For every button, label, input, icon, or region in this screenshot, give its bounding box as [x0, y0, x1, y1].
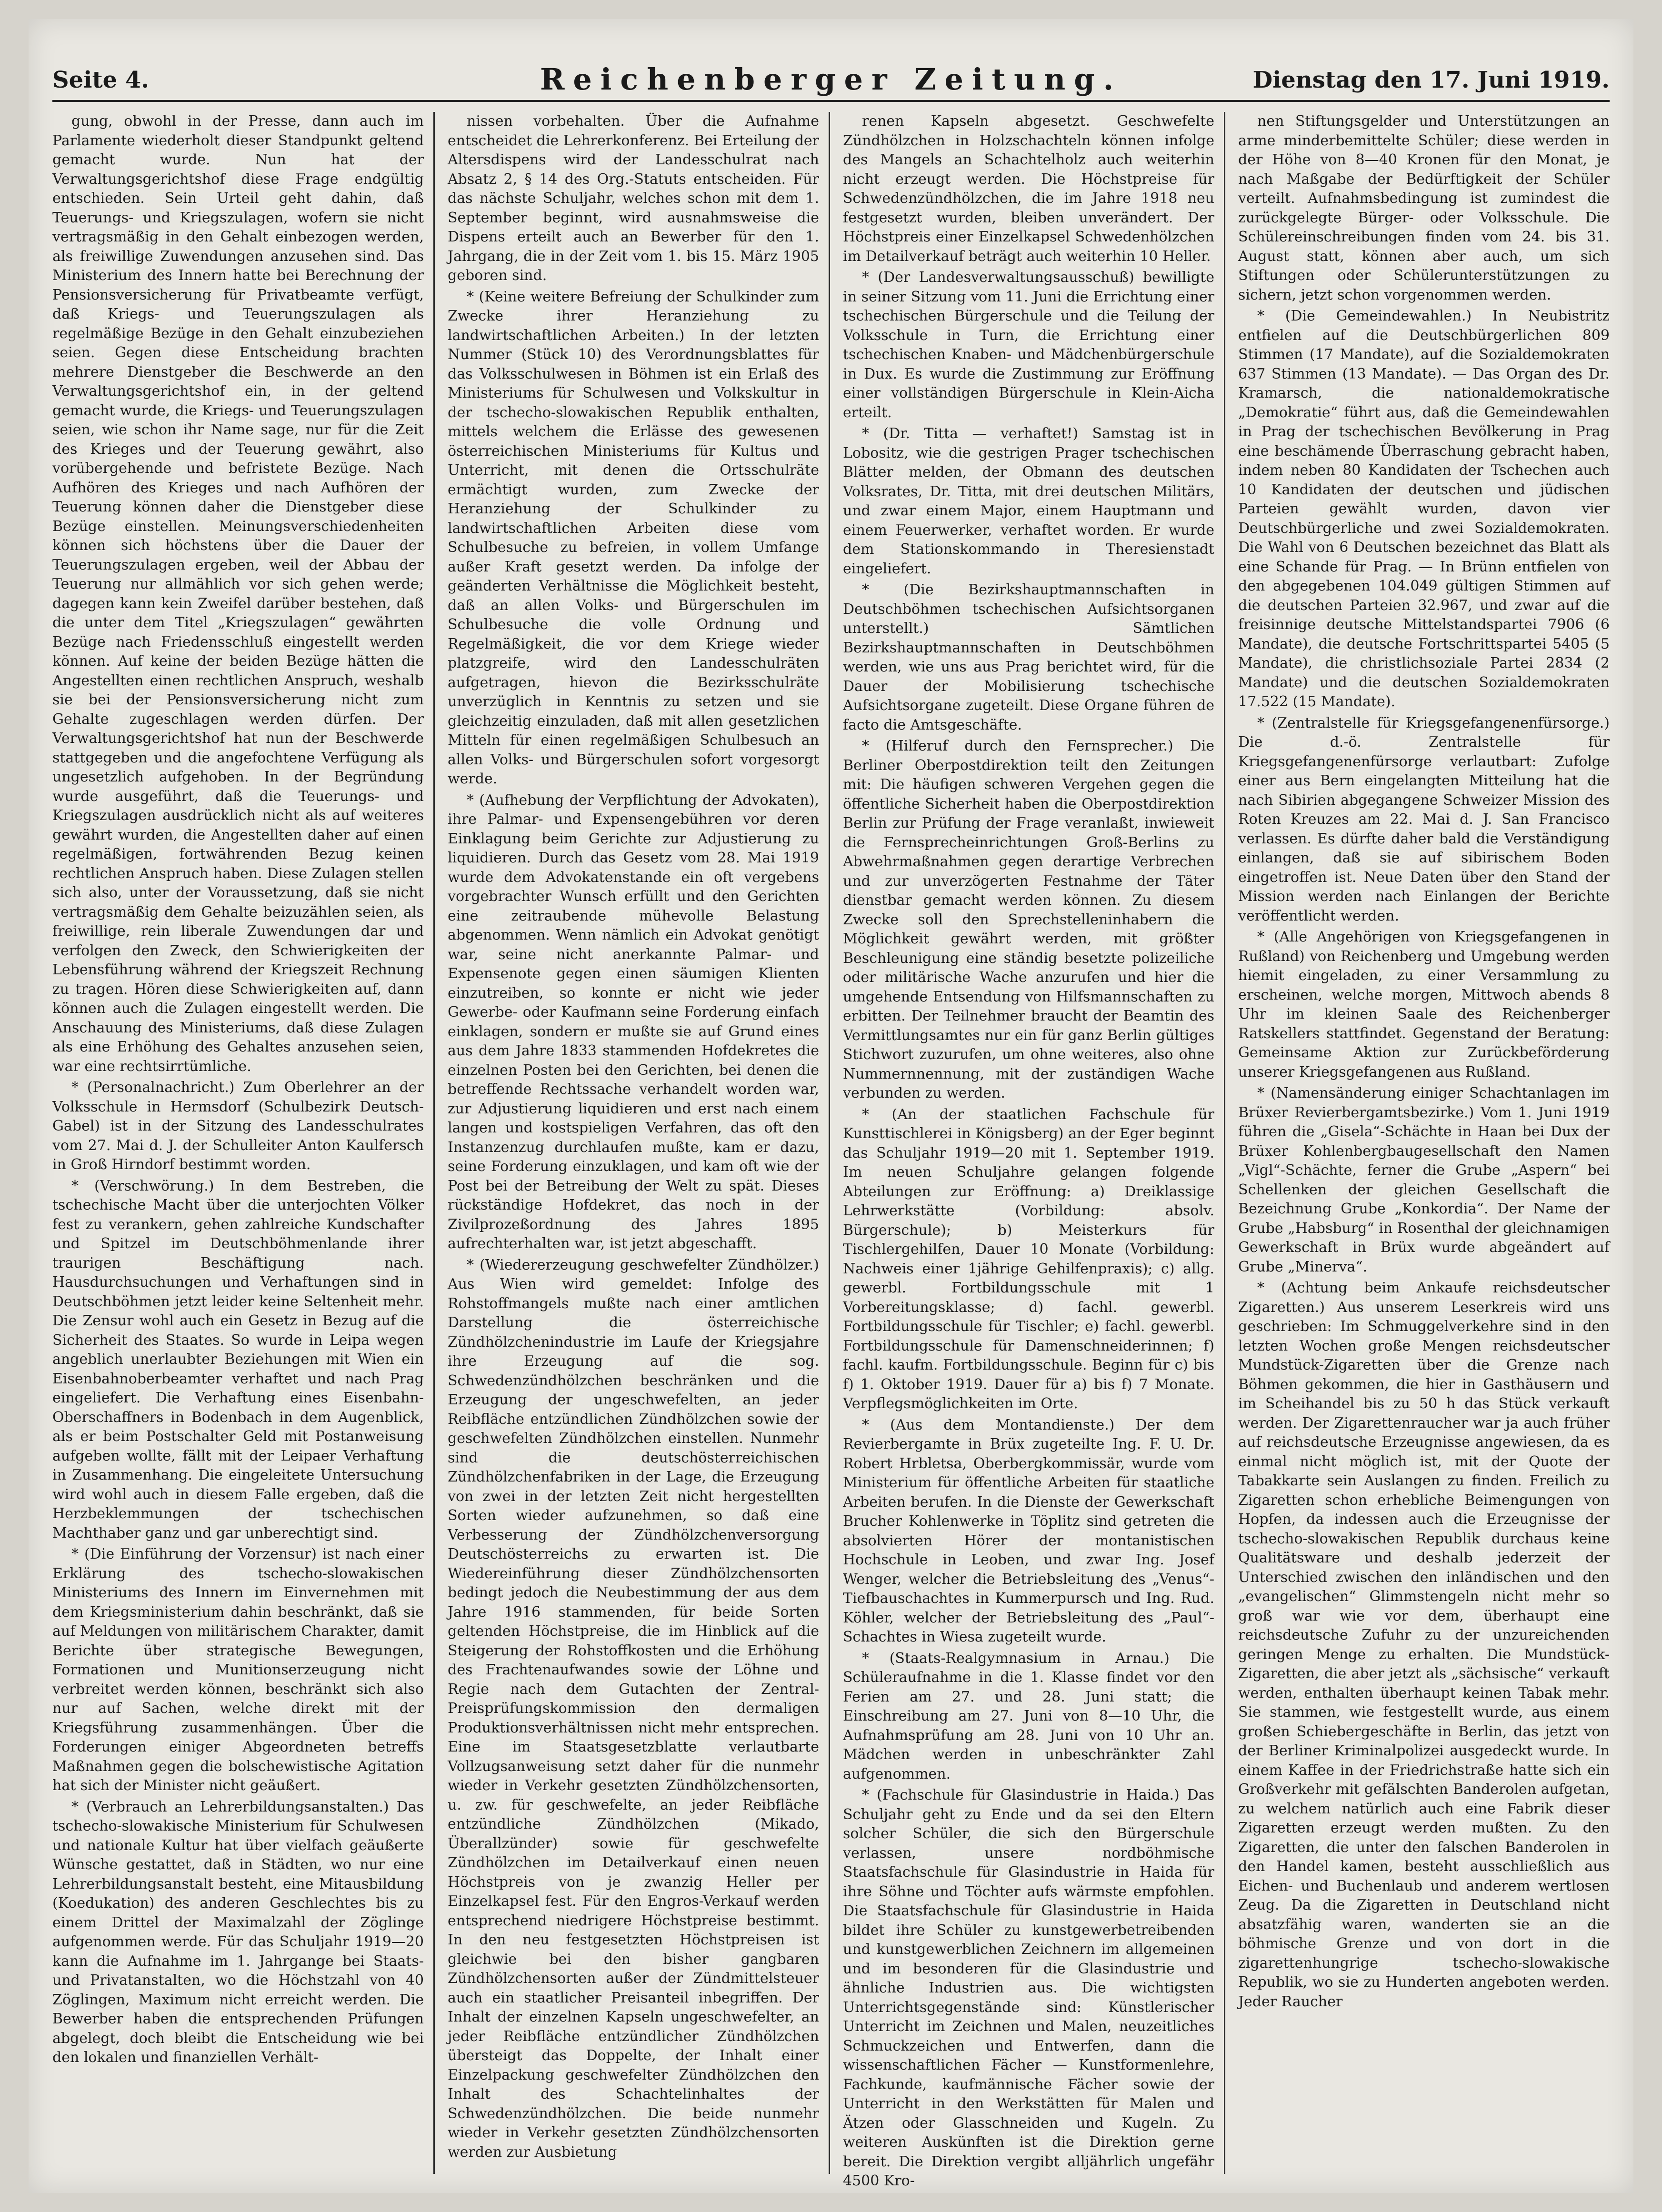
issue-date: Dienstag den 17. Juni 1919. [1252, 67, 1610, 93]
article-paragraph: * (An der staatlichen Fachschule für Kunsttischlerei in Königsberg) an der Eger beginnt das Schuljahr 1919—20 mit 1. September 1919. Im neuen Schuljahre gelangen folgende Abteilungen zur Eröffnung: a) Dreiklassige Lehrwerkstätte (Vorbildung: absolv. Bürgerschule); b) Meisterkurs für Tischlergehilfen, Dauer 10 Monate (Vorbildung: Nachweis einer 1jährige Gehilfenpraxis); c) allg. gewerbl. Fortbildungsschule mit 1 Vorbereitungsklasse; d) fachl. gewerbl. Fortbildungsschule für Tischler; e) fachl. gewerbl. Fortbildungsschule für Damenschneiderinnen; f) fachl. kaufm. Fortbildungsschule. Beginn für c) bis f) 1. Oktober 1919. Dauer für a) bis f) 7 Monate. Verpflegsmöglichkeiten im Orte. [843, 1106, 1214, 1412]
article-paragraph: * (Namensänderung einiger Schachtanlagen im Brüxer Revierbergamtsbezirke.) Vom 1. Juni 1919 führen die „Gisela“-Schächte in Haan bei Dux der Brüxer Kohlenbergbaugesellschaft den Namen „Vigl“-Schächte, ferner die Grube „Aspern“ bei Schellenken der gleichen Gesellschaft die Bezeichnung Grube „Konkordia“. Der Name der Grube „Habsburg“ in Rosenthal der gleichnamigen Gewerkschaft in Brüx wurde abgeändert auf Grube „Minerva“. [1238, 1085, 1610, 1275]
column-divider [433, 112, 435, 2174]
article-paragraph: * (Personalnachricht.) Zum Oberlehrer an der Volksschule in Hermsdorf (Schulbezirk Deutsch-Gabel) ist in der Sitzung des Landesschulrates vom 27. Mai d. J. der Schulleiter Anton Kaulfersch in Groß Hirndorf bestimmt worden. [52, 1079, 424, 1173]
article-paragraph: * (Staats-Realgymnasium in Arnau.) Die Schüleraufnahme in die 1. Klasse findet vor den Ferien am 27. und 28. Juni statt; die Einschreibung am 27. Juni von 8—10 Uhr, die Aufnahmsprüfung am 28. Juni von 10 Uhr an. Mädchen werden in unbeschränkter Zahl aufgenommen. [843, 1650, 1214, 1782]
column-divider [829, 112, 830, 2174]
article-paragraph: * (Fachschule für Glasindustrie in Haida.) Das Schuljahr geht zu Ende und da sei den Eltern solcher Schüler, die sich den Bürgerschule verlassen, unsere nordböhmische Staatsfachschule für Glasindustrie in Haida für ihre Söhne und Töchter aufs wärmste empfohlen. Die Staatsfachschule für Glasindustrie in Haida bildet ihre Schüler zu kunstgewerbetreibenden und kunstgewerblichen Zeichnern im allgemeinen und im besonderen für die Glasindustrie und ähnliche Industrien aus. Die wichtigsten Unterrichtsgegenstände sind: Künstlerischer Unterricht im Zeichnen und Malen, neuzeitliches Schmuckzeichen und Entwerfen, dann die wissenschaftlichen Fächer — Kunstformenlehre, Fachkunde, kaufmännische Fächer sowie der Unterricht in den Werkstätten für Malen und Ätzen oder Glasschneiden und Kugeln. Zu weiteren Auskünften ist die Direktion gerne bereit. Die Direktion vergibt alljährlich ungefähr 4500 Kro- [843, 1787, 1214, 2189]
article-paragraph: * (Hilferuf durch den Fernsprecher.) Die Berliner Oberpostdirektion teilt den Zeitungen mit: Die häufigen schweren Vergehen gegen die öffentliche Sicherheit haben die Oberpostdirektion Berlin zur Prüfung der Frage veranlaßt, inwieweit die Fernsprecheinrichtungen Groß-Berlins zu Abwehrmaßnahmen gegen derartige Verbrechen und zur unverzögerten Festnahme der Täter dienstbar gemacht werden können. Zu diesem Zwecke soll den Sprechstelleninhabern die Möglichkeit gewährt werden, mit größter Beschleunigung eine ständig besetzte polizeiliche oder militärische Wache anzurufen und hier die umgehende Entsendung von Hilfsmannschaften zu erbitten. Der Teilnehmer braucht der Beamtin des Vermittlungsamtes nur ein für ganz Berlin gültiges Stichwort zuzurufen, um ohne weiteres, also ohne Nummernnennung, mit der zuständigen Wache verbunden zu werden. [843, 738, 1214, 1101]
page-header [52, 62, 1610, 102]
column-divider [1224, 112, 1225, 2174]
article-paragraph: * (Verschwörung.) In dem Bestreben, die tschechische Macht über die unterjochten Völker fest zu verankern, gehen zahlreiche Kundschafter und Spitzel im Deutschböhmenlande ihrer traurigen Beschäftigung nach. Hausdurchsuchungen und Verhaftungen sind in Deutschböhmen jetzt leider keine Seltenheit mehr. Die Zensur wohl auch ein Gesetz in Bezug auf die Sicherheit des Staates. So wurde in Leipa wegen angeblich unerlaubter Beziehungen mit Wien ein Eisenbahnoberbeamter verhaftet und nach Prag eingeliefert. Die Verhaftung eines Eisenbahn-Oberschaffners in Bodenbach in dem Augenblick, als er beim Postschalter Geld mit Postanweisung aufgeben wollte, fällt mit der Leipaer Verhaftung in Zusammenhang. Die eingeleitete Untersuchung wird wohl auch in diesem Falle ergeben, daß die Herzbeklemmungen der tschechischen Machthaber ganz und gar unberechtigt sind. [52, 1177, 424, 1541]
article-paragraph: * (Zentralstelle für Kriegsgefangenenfürsorge.) Die d.-ö. Zentralstelle für Kriegsgefangenenfürsorge verlautbart: Zufolge einer aus Bern eingelangten Mitteilung hat die nach Sibirien abgegangene Schweizer Mission des Roten Kreuzes am 22. Mai d. J. San Francisco verlassen. Es dürfte daher bald die Verständigung einlangen, daß sie auf sibirischem Boden eingetroffen ist. Neue Daten über den Stand der Mission werden nach Einlangen der Berichte veröffentlicht werden. [1238, 714, 1610, 924]
article-paragraph: * (Dr. Titta — verhaftet!) Samstag ist in Lobositz, wie die gestrigen Prager tschechischen Blätter melden, der Obmann des deutschen Volksrates, Dr. Titta, mit drei deutschen Militärs, und zwar einem Major, einem Hauptmann und einem Feuerwerker, verhaftet worden. Er wurde dem Stationskommando in Theresienstadt eingeliefert. [843, 425, 1214, 577]
article-paragraph: * (Der Landesverwaltungsausschuß) bewilligte in seiner Sitzung vom 11. Juni die Errichtung einer tschechischen Bürgerschule und die Teilung der Volksschule in Turn, die Errichtung einer tschechischen Knaben- und Mädchenbürgerschule in Dux. Es wurde die Zustimmung zur Eröffnung einer vollständigen Bürgerschule in Klein-Aicha erteilt. [843, 269, 1214, 421]
column-4 [1238, 112, 1610, 2174]
article-paragraph: renen Kapseln abgesetzt. Geschwefelte Zündhölzchen in Holzschachteln können infolge des Mangels an Schachtelholz auch weiterhin nicht erzeugt werden. Die Höchstpreise für Schwedenzündhölzchen, die im Jahre 1918 neu festgesetzt wurden, bleiben unverändert. Der Höchstpreis einer Einzelkapsel Schwedenhölzchen im Detailverkauf beträgt auch weiterhin 10 Heller. [843, 113, 1214, 265]
article-paragraph: * (Die Einführung der Vorzensur) ist nach einer Erklärung des tschecho-slowakischen Ministeriums des Innern im Einvernehmen mit dem Kriegsministerium dahin beschränkt, daß sie auf Meldungen von militärischem Charakter, damit Berichte über strategische Bewegungen, Formationen und Munitionserzeugung nicht verbreitet werden können, beschränkt sich also nur auf Sachen, welche direkt mit der Kriegsführung zusammenhängen. Über die Forderungen einiger Abgeordneten betreffs Maßnahmen gegen die bolschewistische Agitation hat sich der Minister nicht geäußert. [52, 1546, 424, 1794]
article-paragraph: * (Aufhebung der Verpflichtung der Advokaten), ihre Palmar- und Expensengebühren vor deren Einklagung beim Gerichte zur Adjustierung zu liquidieren. Durch das Gesetz vom 28. Mai 1919 wurde dem Advokatenstande ein oft vergebens vorgebrachter Wunsch erfüllt und den Gerichten eine zeitraubende mühevolle Belastung abgenommen. Wenn nämlich ein Advokat genötigt war, seine nicht anerkannte Palmar- und Expensenote gegen einen säumigen Klienten einzutreiben, so konnte er nicht wie jeder Gewerbe- oder Kaufmann seine Forderung einfach einklagen, sondern er mußte sie auf Grund eines aus dem Jahre 1833 stammenden Hofdekretes die einzelnen Posten bei den Gerichten, bei denen die betreffende Rechtssache verhandelt worden war, zur Adjustierung liquidieren und erst nach einem langen und kostspieligen Verfahren, das oft den Instanzenzug durchlaufen mußte, kam er dazu, seine Forderung einzuklagen, und kam oft wie der Post bei der Betreibung der Welt zu spät. Dieses rückständige Hofdekret, das noch in der Zivilprozeßordnung des Jahres 1895 aufrechterhalten war, ist jetzt abgeschafft. [448, 791, 819, 1252]
article-columns [52, 112, 1610, 2189]
article-paragraph: * (Verbrauch an Lehrerbildungsanstalten.) Das tschecho-slowakische Ministerium für Schulwesen und nationale Kultur hat über vielfach geäußerte Wünsche gestattet, daß in Städten, wo nur eine Lehrerbildungsanstalt besteht, eine Mitausbildung (Koedukation) des anderen Geschlechtes bis zu einem Drittel der Maximalzahl der Zöglinge aufgenommen werde. Für das Schuljahr 1919—20 kann die Aufnahme im 1. Jahrgange bei Staats- und Privatanstalten, wo die Höchstzahl von 40 Zöglingen, Maximum nicht erreicht werden. Die Bewerber haben die entsprechenden Prüfungen abgelegt, doch bleibt die Entscheidung wie bei den lokalen und finanziellen Verhält- [52, 1798, 424, 2066]
column-3 [843, 112, 1214, 2189]
article-paragraph: nissen vorbehalten. Über die Aufnahme entscheidet die Lehrerkonferenz. Bei Erteilung der Altersdispens wird der Landesschulrat nach Absatz 2, § 14 des Org.-Statuts entscheiden. Für das nächste Schuljahr, welches schon mit dem 1. September beginnt, wird ausnahmsweise die Dispens erteilt auch an Bewerber für den 1. Jahrgang, die in der Zeit vom 1. bis 15. März 1905 geboren sind. [448, 113, 819, 284]
article-paragraph: * (Wiedererzeugung geschwefelter Zündhölzer.) Aus Wien wird gemeldet: Infolge des Rohstoffmangels mußte nach einer amtlichen Darstellung die österreichische Zündhölzchenindustrie im Laufe der Kriegsjahre ihre Erzeugung auf die sog. Schwedenzündhölzchen beschränken und die Erzeugung der ungeschwefelten, an jeder Reibfläche entzündlichen Zündhölzchen sowie der geschwefelten Zündhölzchen einstellen. Nunmehr sind die deutschösterreichischen Zündhölzchenfabriken in der Lage, die Erzeugung von zwei in der letzten Zeit nicht hergestellten Sorten wieder aufzunehmen, so daß eine Verbesserung der Zündhölzchenversorgung Deutschösterreichs zu erwarten ist. Die Wiedereinführung dieser Zündhölzchensorten bedingt jedoch die Neubestimmung der aus dem Jahre 1916 stammenden, für beide Sorten geltenden Höchstpreise, die im Hinblick auf die Steigerung der Rohstoffkosten und die Erhöhung des Frachtenaufwandes sowie der Löhne und Regie nach dem Gutachten der Zentral-Preisprüfungskommission den dermaligen Produktionsverhältnissen nicht mehr entsprechen. Eine im Staatsgesetzblatte verlautbarte Vollzugsanweisung setzt daher für die nunmehr wieder in Verkehr gesetzten Zündhölzchensorten, u. zw. für geschwefelte, an jeder Reibfläche entzündliche Zündhölzchen (Mikado, Überallzünder) sowie für geschwefelte Zündhölzchen im Detailverkauf einen neuen Höchstpreis von je zwanzig Heller per Einzelkapsel fest. Für den Engros-Verkauf werden entsprechend niedrigere Höchstpreise bestimmt. In den neu festgesetzten Höchstpreisen ist gleichwie bei den bisher gangbaren Zündhölzchensorten außer der Zündmittelsteuer auch ein staatlicher Preisanteil inbegriffen. Der Inhalt der einzelnen Kapseln ungeschwefelter, an jeder Reibfläche entzündlicher Zündhölzchen übersteigt das Doppelte, der Inhalt einer Einzelpackung geschwefelter Zündhölzchen den Inhalt des Schachtelinhaltes der Schwedenzündhölzchen. Die beide nunmehr wieder in Verkehr gesetzten Zündhölzchensorten werden zur Ausbietung [448, 1256, 819, 2161]
article-paragraph: * (Aus dem Montandienste.) Der dem Revierbergamte in Brüx zugeteilte Ing. F. U. Dr. Robert Hrbletsa, Oberbergkommissär, wurde vom Ministerium für öffentliche Arbeiten für staatliche Arbeiten berufen. In die Dienste der Gewerkschaft Brucher Kohlenwerke in Töplitz sind getreten die absolvierten Hörer der montanistischen Hochschule in Leoben, und zwar Ing. Josef Wenger, welcher die Betriebsleitung des „Venus“-Tiefbauschachtes in Kummerpursch und Ing. Rud. Köhler, welcher der Betriebsleitung des „Paul“-Schachtes in Wiesa zugeteilt wurde. [843, 1416, 1214, 1645]
article-paragraph: * (Die Gemeindewahlen.) In Neubistritz entfielen auf die Deutschbürgerlichen 809 Stimmen (17 Mandate), auf die Sozialdemokraten 637 Stimmen (13 Mandate). — Das Organ des Dr. Kramarsch, die nationaldemokratische „Demokratie“ führt aus, daß die Gemeindewahlen in Prag der tschechischen Bevölkerung in Prag eine beschämende Überraschung gebracht haben, indem neben 80 Kandidaten der Tschechen auch 10 Kandidaten der deutschen und jüdischen Parteien gewählt wurden, davon vier Deutschbürgerliche und zwei Sozialdemokraten. Die Wahl von 6 Deutschen bezeichnet das Blatt als eine Schande für Prag. — In Brünn entfielen von den abgegebenen 104.049 gültigen Stimmen auf die deutschen Parteien 32.967, und zwar auf die freisinnige deutsche Mittelstandspartei 7906 (6 Mandate), die deutsche Fortschrittspartei 5405 (5 Mandate), die christlichsoziale Partei 2834 (2 Mandate) und die deutschen Sozialdemokraten 17.522 (15 Mandate). [1238, 308, 1610, 710]
page-number: Seite 4. [52, 67, 149, 93]
masthead-title: Reichenberger Zeitung. [540, 62, 1122, 97]
article-paragraph: * (Alle Angehörigen von Kriegsgefangenen in Rußland) von Reichenberg und Umgebung werden hiemit eingeladen, zu einer Versammlung zu erscheinen, welche morgen, Mittwoch abends 8 Uhr im kleinen Saale des Reichenberger Ratskellers stattfindet. Gegenstand der Beratung: Gemeinsame Aktion zur Zurückbeförderung unserer Kriegsgefangenen aus Rußland. [1238, 929, 1610, 1081]
article-paragraph: * (Keine weitere Befreiung der Schulkinder zum Zwecke ihrer Heranziehung zu landwirtschaftlichen Arbeiten.) In der letzten Nummer (Stück 10) des Verordnungsblattes für das Volksschulwesen in Böhmen ist ein Erlaß des Ministeriums für Schulwesen und Volkskultur in der tschecho-slowakischen Republik enthalten, mittels welchem die Erlässe des gewesenen österreichischen Ministeriums für Kultus und Unterricht, mit denen die Ortsschulräte ermächtigt wurden, zum Zwecke der Heranziehung der Schulkinder zu landwirtschaftlichen Arbeiten diese vom Schulbesuche zu befreien, in vollem Umfange außer Kraft gesetzt werden. Da infolge der geänderten Verhältnisse die Möglichkeit besteht, daß an allen Volks- und Bürgerschulen im Schulbesuche die volle Ordnung und Regelmäßigkeit, die vor dem Kriege wieder platzgreife, wird den Landesschulräten aufgetragen, hievon die Bezirksschulräte unverzüglich in Kenntnis zu setzen und sie gleichzeitig einzuladen, daß mit allen gesetzlichen Mitteln für einen regelmäßigen Schulbesuch an allen Volks- und Bürgerschulen sofort vorgesorgt werde. [448, 288, 819, 787]
column-1 [52, 112, 424, 2174]
column-2 [448, 112, 819, 2174]
article-paragraph: nen Stiftungsgelder und Unterstützungen an arme minderbemittelte Schüler; diese werden in der Höhe von 8—40 Kronen für den Monat, je nach Maßgabe der Bedürftigkeit der Schüler verteilt. Aufnahmsbedingung ist zumindest die zurückgelegte Bürger- oder Volksschule. Die Schülereinschreibungen finden vom 24. bis 31. August statt, können aber auch, um sich Stiftungen oder Schülerunterstützungen zu sichern, jetzt schon vorgenommen werden. [1238, 113, 1610, 303]
newspaper-page [29, 19, 1633, 2193]
article-paragraph: gung, obwohl in der Presse, dann auch im Parlamente wiederholt dieser Standpunkt geltend gemacht wurde. Nun hat der Verwaltungsgerichtshof diese Frage endgültig entschieden. Sein Urteil geht dahin, daß Teuerungs- und Kriegszulagen, wofern sie nicht vertragsmäßig in den Gehalt einbezogen werden, als freiwillige Zuwendungen anzusehen sind. Das Ministerium des Innern hatte bei Berechnung der Pensionsversicherung für Privatbeamte verfügt, daß Kriegs- und Teuerungszulagen als regelmäßige Bezüge in den Gehalt einzubeziehen seien. Gegen diese Entscheidung brachten mehrere Dienstgeber die Beschwerde an den Verwaltungsgerichtshof ein, in der geltend gemacht wurde, die Kriegs- und Teuerungszulagen seien, wie schon ihr Name sage, nur für die Zeit des Krieges und der Teuerung gewährt, also vorübergehende und befristete Bezüge. Nach Aufhören des Krieges und nach Aufhören der Teuerung können daher die Dienstgeber diese Bezüge einstellen. Meinungsverschiedenheiten können sich höchstens über die Dauer der Teuerungszulagen ergeben, weil der Abbau der Teuerung nur allmählich vor sich gehen werde; dagegen kann kein Zweifel darüber bestehen, daß die unter dem Titel „Kriegszulagen“ gewährten Bezüge nach Friedensschluß eingestellt werden können. Auf keine der beiden Bezüge hätten die Angestellten einen rechtlichen Anspruch, weshalb sie bei der Pensionsversicherung nicht zum Gehalte zugeschlagen werden dürfen. Der Verwaltungsgerichtshof hat nun der Beschwerde stattgegeben und die angefochtene Verfügung als ungesetzlich aufgehoben. In der Begründung wurde ausgeführt, daß die Teuerungs- und Kriegszulagen ausdrücklich nicht als auf weiteres gewährt wurden, die Angestellten daher auf einen regelmäßigen, fortwährenden Bezug keinen rechtlichen Anspruch haben. Diese Zulagen stellen sich also, unter der Voraussetzung, daß sie nicht vertragsmäßig dem Gehalte beizuzählen seien, als freiwillige, rein liberale Zuwendungen dar und verfolgen den Zweck, den Schwierigkeiten der Lebensführung während der Kriegszeit Rechnung zu tragen. Hören diese Schwierigkeiten auf, dann können auch die Zulagen eingestellt werden. Die Anschauung des Ministeriums, daß diese Zulagen als eine Erhöhung des Gehaltes anzusehen seien, war eine rechtsirrtümliche. [52, 113, 424, 1075]
article-paragraph: * (Die Bezirkshauptmannschaften in Deutschböhmen tschechischen Aufsichtsorganen unterstellt.) Sämtlichen Bezirkshauptmannschaften in Deutschböhmen werden, wie uns aus Prag berichtet wird, für die Dauer der Mobilisierung tschechische Aufsichtsorgane zugeteilt. Diese Organe führen de facto die Amtsgeschäfte. [843, 581, 1214, 733]
article-paragraph: * (Achtung beim Ankaufe reichsdeutscher Zigaretten.) Aus unserem Leserkreis wird uns geschrieben: Im Schmuggelverkehre sind in den letzten Wochen große Mengen reichsdeutscher Mundstück-Zigaretten über die Grenze nach Böhmen gekommen, die hier in Gasthäusern und im Scheihandel bis zu 50 h das Stück verkauft werden. Der Zigarettenraucher war ja auch früher auf reichsdeutsche Erzeugnisse angewiesen, da es einmal nicht möglich ist, mit der Quote der Tabakkarte sein Auslangen zu finden. Freilich zu Zigaretten schon erhebliche Beimengungen von Hopfen, da indessen auch die Erzeugnisse der tschecho-slowakischen Republik durchaus keine Qualitätsware und deshalb jederzeit der Unterschied zwischen den inländischen und den „evangelischen“ Glimmstengeln nicht mehr so groß war wie vor dem, überhaupt eine reichsdeutsche Zufuhr zu der unzureichenden geringen Menge zu erhalten. Die Mundstück-Zigaretten, die aber jetzt als „sächsische“ verkauft werden, enthalten überhaupt keinen Tabak mehr. Sie stammen, wie festgestellt wurde, aus einem großen Schiebergeschäfte in Berlin, das jetzt von der Berliner Kriminalpolizei ausgedeckt wurde. In einem Kaffee in der Friedrichstraße hatte sich ein Großverkehr mit gefälschten Banderolen aufgetan, zu welchem natürlich auch eine Fabrik dieser Zigaretten erzeugt werden mußten. Zu den Zigaretten, die unter den falschen Banderolen in den Handel kamen, besteht ausschließlich aus Eichen- und Buchenlaub und anderem wertlosen Zeug. Da die Zigaretten in Deutschland nicht absatzfähig waren, wanderten sie an die böhmische Grenze und von dort in die zigarettenhungrige tschecho-slowakische Republik, wo sie zu Hunderten angeboten werden. Jeder Raucher [1238, 1280, 1610, 2010]
